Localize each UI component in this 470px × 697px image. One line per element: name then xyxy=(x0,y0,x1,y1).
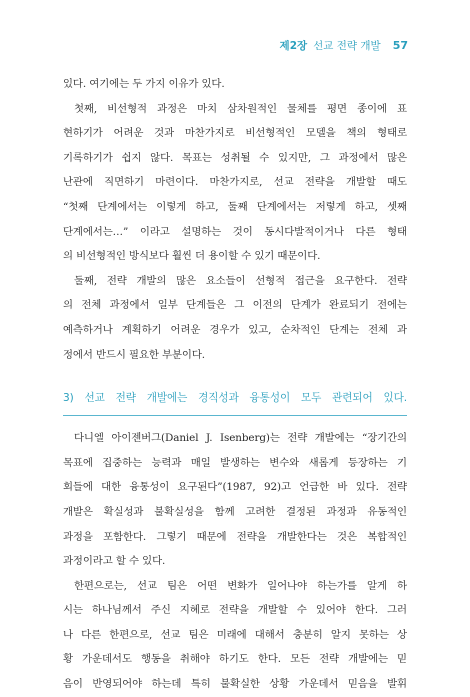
text-line: 정에서 반드시 필요한 부분이다. xyxy=(63,348,205,361)
text-line: 회들에 대한 융통성이 요구된다”(1987, 92)고 언급한 바 있다. 전략 xyxy=(63,481,407,494)
text-line: 나 다른 한편으로, 선교 팀은 미래에 대해서 충분히 알지 못하는 상 xyxy=(63,628,407,641)
body-text-after-heading xyxy=(63,426,407,697)
page-body xyxy=(63,72,407,697)
text-line: 목표에 집중하는 능력과 매일 발생하는 변수와 새롭게 등장하는 기 xyxy=(63,456,407,469)
text-line: 의 전체 과정에서 일부 단계들은 그 이전의 단계가 완료되기 전에는 xyxy=(63,299,407,312)
text-line: 현하기가 어려운 것과 마찬가지로 비선형적인 모델을 책의 형태로 xyxy=(63,127,407,140)
running-header xyxy=(280,38,408,53)
text-line: 둘째, 전략 개발의 많은 요소들이 선형적 접근을 요구한다. 전략 xyxy=(74,274,407,287)
text-line: 예측하거나 계획하기 어려운 경우가 있고, 순차적인 단계는 전체 과 xyxy=(63,323,407,336)
text-line: 음이 반영되어야 하는데 특히 불확실한 상황 가운데서 믿음을 발휘 xyxy=(63,678,407,691)
text-line: 황 가운데서도 행동을 취해야 하기도 한다. 모든 전략 개발에는 믿 xyxy=(63,653,407,666)
text-line: 난관에 직면하기 마련이다. 마찬가지로, 선교 전략을 개발할 때도 xyxy=(63,176,407,189)
text-line: “첫째 단계에서는 이렇게 하고, 둘째 단계에서는 저렇게 하고, 셋째 xyxy=(63,200,407,213)
text-line: 시는 하나님께서 주신 지혜로 전략을 개발할 수 있어야 한다. 그러 xyxy=(63,604,407,617)
text-line: 있다. 여기에는 두 가지 이유가 있다. xyxy=(63,78,225,90)
section-heading xyxy=(63,377,407,416)
text-line: 과정이라고 할 수 있다. xyxy=(63,555,166,568)
body-text-before-heading xyxy=(63,72,407,367)
text-line: 의 비선형적인 방식보다 훨씬 더 용이할 수 있기 때문이다. xyxy=(63,250,321,263)
chapter-title: 선교 전략 개발 xyxy=(313,40,381,52)
text-line: 기록하기가 쉽지 않다. 목표는 성취될 수 있지만, 그 과정에서 많은 xyxy=(63,151,407,164)
text-line: 과정을 포함한다. 그렇기 때문에 전략을 개발한다는 것은 복합적인 xyxy=(63,530,407,543)
text-line: 첫째, 비선형적 과정은 마치 삼차원적인 물체를 평면 종이에 표 xyxy=(74,102,407,115)
chapter-label: 제2장 xyxy=(279,40,308,52)
page-number: 57 xyxy=(392,39,408,52)
text-line: 한편으로는, 선교 팀은 어떤 변화가 일어나야 하는가를 알게 하 xyxy=(74,579,407,592)
section-heading-text: 3) 선교 전략 개발에는 경직성과 융통성이 모두 관련되어 있다. xyxy=(63,392,407,405)
text-line: 개발은 확실성과 불확실성을 함께 고려한 결정된 과정과 유동적인 xyxy=(63,505,407,518)
text-line: 다니엘 아이젠버그(Daniel J. Isenberg)는 전략 개발에는 “장기간의 xyxy=(74,432,407,445)
text-line: 단계에서는…” 이라고 설명하는 것이 동시다발적이거나 다른 형태 xyxy=(63,225,407,238)
